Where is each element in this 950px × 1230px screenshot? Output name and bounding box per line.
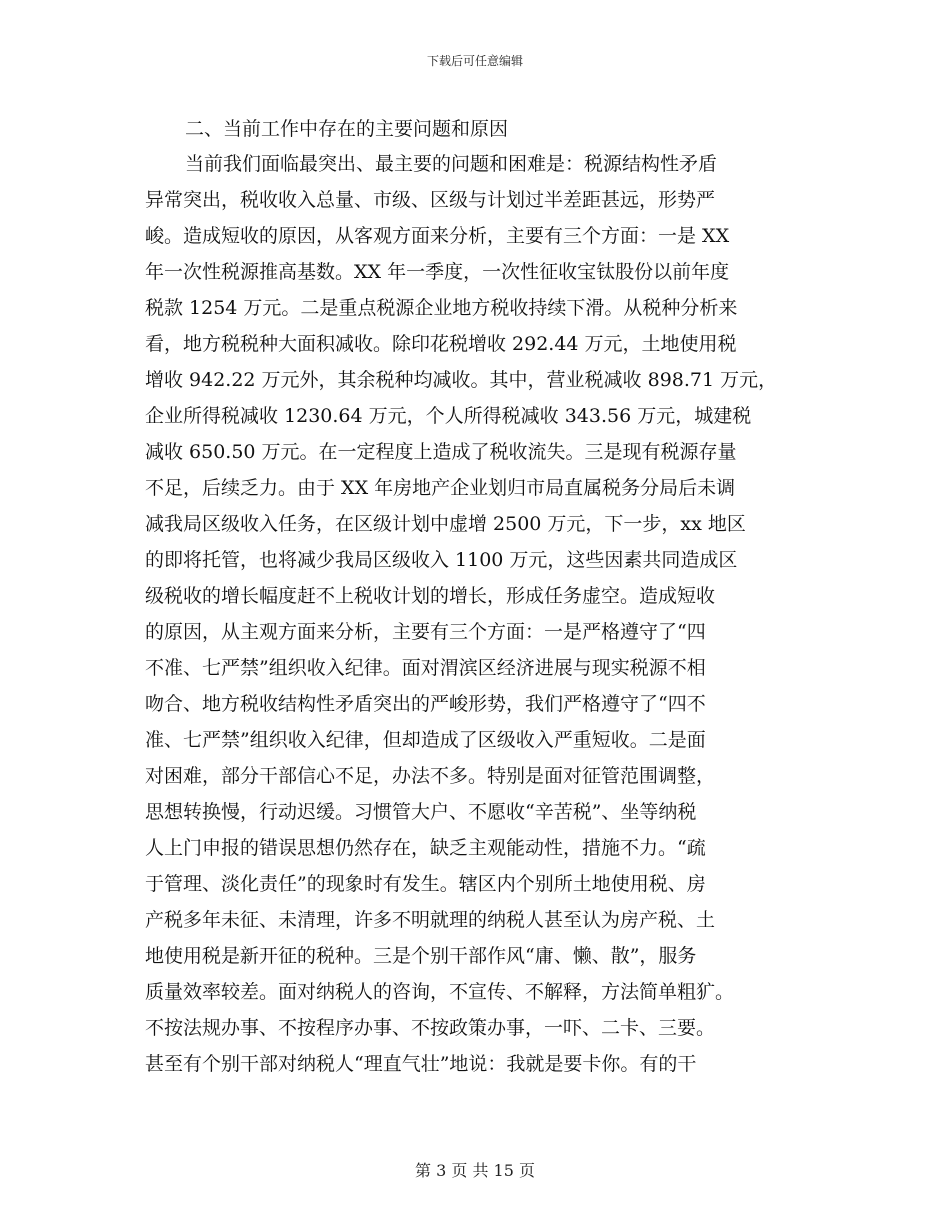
paragraph-line: 甚至有个别干部对纳税人“理直气壮”地说：我就是要卡你。有的干	[145, 1053, 697, 1075]
paragraph-line: 思想转换慢，行动迟缓。习惯管大户、不愿收“辛苦税”、坐等纳税	[145, 801, 697, 823]
paragraph-line: 的即将托管，也将减少我局区级收入 1100 万元，这些因素共同造成区	[145, 549, 738, 571]
paragraph-line: 减我局区级收入任务，在区级计划中虚增 2500 万元，下一步，xx 地区	[145, 513, 746, 535]
paragraph-line: 人上门申报的错误思想仍然存在，缺乏主观能动性，措施不力。“疏	[145, 837, 706, 859]
paragraph-line: 质量效率较差。面对纳税人的咨询，不宣传、不解释，方法简单粗犷。	[145, 981, 735, 1003]
paragraph-line: 减收 650.50 万元。在一定程度上造成了税收流失。三是现有税源存量	[145, 441, 737, 463]
section-heading: 二、当前工作中存在的主要问题和原因	[185, 118, 509, 140]
paragraph-line: 不按法规办事、不按程序办事、不按政策办事，一吓、二卡、三要。	[145, 1017, 716, 1039]
paragraph-line: 不足，后续乏力。由于 XX 年房地产企业划归市局直属税务分局后未调	[145, 477, 736, 499]
page-header-note: 下载后可任意编辑	[426, 54, 523, 68]
paragraph-line: 准、七严禁”组织收入纪律，但却造成了区级收入严重短收。二是面	[145, 729, 706, 751]
paragraph-line: 级税收的增长幅度赶不上税收计划的增长，形成任务虚空。造成短收	[145, 585, 716, 607]
paragraph-line: 当前我们面临最突出、最主要的问题和困难是：税源结构性矛盾	[185, 153, 718, 175]
paragraph-line: 地使用税是新开征的税种。三是个别干部作风“庸、懒、散”，服务	[145, 945, 697, 967]
paragraph-line: 异常突出，税收收入总量、市级、区级与计划过半差距甚远，形势严	[145, 189, 716, 211]
paragraph-line: 增收 942.22 万元外，其余税种均减收。其中，营业税减收 898.71 万元，	[145, 369, 778, 391]
paragraph-line: 看，地方税税种大面积减收。除印花税增收 292.44 万元，土地使用税	[145, 333, 737, 355]
paragraph-line: 吻合、地方税收结构性矛盾突出的严峻形势，我们严格遵守了“四不	[145, 693, 706, 715]
paragraph-line: 不准、七严禁”组织收入纪律。面对渭滨区经济进展与现实税源不相	[145, 657, 706, 679]
paragraph-line: 对困难，部分干部信心不足，办法不多。特别是面对征管范围调整，	[145, 765, 716, 787]
paragraph-line: 税款 1254 万元。二是重点税源企业地方税收持续下滑。从税种分析来	[145, 297, 738, 319]
paragraph-line: 产税多年未征、未清理，许多不明就理的纳税人甚至认为房产税、土	[145, 909, 716, 931]
paragraph-line: 企业所得税减收 1230.64 万元，个人所得税减收 343.56 万元，城建税	[145, 405, 752, 427]
paragraph-line: 于管理、淡化责任”的现象时有发生。辖区内个别所土地使用税、房	[145, 873, 706, 895]
paragraph-line: 的原因，从主观方面来分析，主要有三个方面：一是严格遵守了“四	[145, 621, 706, 643]
page-number-footer: 第 3 页 共 15 页	[415, 1161, 535, 1180]
paragraph-line: 年一次性税源推高基数。XX 年一季度，一次性征收宝钛股份以前年度	[145, 261, 730, 283]
paragraph-line: 峻。造成短收的原因，从客观方面来分析，主要有三个方面：一是 XX	[145, 225, 730, 247]
